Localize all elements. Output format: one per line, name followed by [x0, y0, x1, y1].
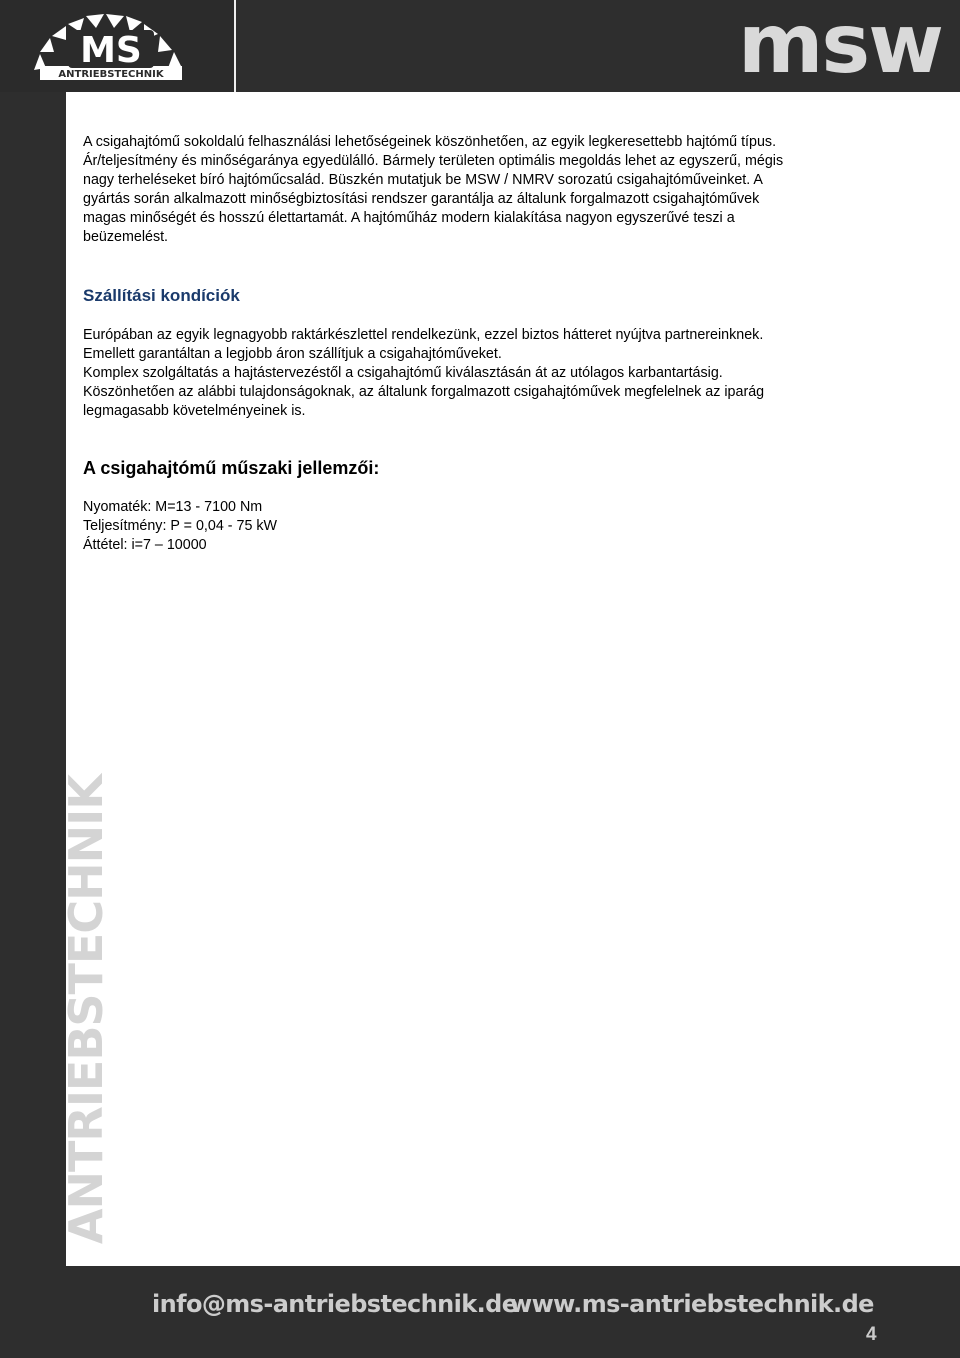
side-brand-rest: ANTRIEBSTECHNIK: [59, 775, 113, 1245]
header-divider: [234, 0, 236, 92]
shipping-line: Emellett garantáltan a legjobb áron szállítjuk a csigahajtóműveket.: [83, 346, 502, 362]
shipping-heading: Szállítási kondíciók: [83, 286, 240, 305]
svg-text:ANTRIEBSTECHNIK: ANTRIEBSTECHNIK: [58, 69, 164, 80]
intro-line: gyártás során alkalmazott minőségbiztosítási rendszer garantálja az általunk forgalmazott csigahajtóművek: [83, 191, 760, 207]
company-logo: [0, 0, 234, 92]
shipping-line: legmagasabb követelményeinek is.: [83, 403, 306, 419]
saw-blade-logo-icon: [26, 8, 196, 84]
footer-email-link[interactable]: info@ms-antriebstechnik.de: [152, 1290, 518, 1318]
spec-ratio: Áttétel: i=7 – 10000: [83, 537, 207, 553]
intro-line: Ár/teljesítmény és minőségaránya egyedülálló. Bármely területen optimális megoldás lehet az egyszerű, mégis: [83, 153, 784, 169]
msw-brand-mark: msw: [737, 0, 942, 92]
specs-heading: A csigahajtómű műszaki jellemzői:: [83, 458, 380, 478]
intro-line: nagy terheléseket bíró hajtóműcsalád. Büszkén mutatjuk be MSW / NMRV sorozatú csigahajtóműveinket. A: [83, 172, 763, 188]
intro-line: beüzemelést.: [83, 229, 169, 245]
main-content: [83, 133, 879, 555]
svg-text:MS: MS: [80, 30, 142, 71]
shipping-line: Európában az egyik legnagyobb raktárkészlettel rendelkezünk, ezzel biztos hátteret nyújtva partnereinknek.: [83, 327, 764, 343]
side-bar: [0, 92, 66, 1358]
side-brand-text: [60, 775, 112, 1336]
shipping-paragraph: [83, 326, 879, 421]
intro-paragraph: [83, 133, 879, 247]
intro-line: A csigahajtómű sokoldalú felhasználási lehetőségeinek köszönhetően, az egyik legkeresettebb hajtómű típus.: [83, 134, 777, 150]
page-number: 4: [866, 1324, 877, 1345]
specs-list: [83, 498, 879, 555]
shipping-line: Köszönhetően az alábbi tulajdonságoknak, az általunk forgalmazott csigahajtóművek megfelelnek az iparág: [83, 384, 765, 400]
spec-power: Teljesítmény: P = 0,04 - 75 kW: [83, 518, 278, 534]
spec-torque: Nyomaték: M=13 - 7100 Nm: [83, 499, 263, 515]
shipping-line: Komplex szolgáltatás a hajtástervezéstől a csigahajtómű kiválasztásán át az utólagos karbantartásig.: [83, 365, 723, 381]
footer-website-link[interactable]: www.ms-antriebstechnik.de: [510, 1290, 874, 1318]
intro-line: magas minőségét és hosszú élettartamát. A hajtóműház modern kialakítása nagyon egyszerűvé teszi a: [83, 210, 735, 226]
